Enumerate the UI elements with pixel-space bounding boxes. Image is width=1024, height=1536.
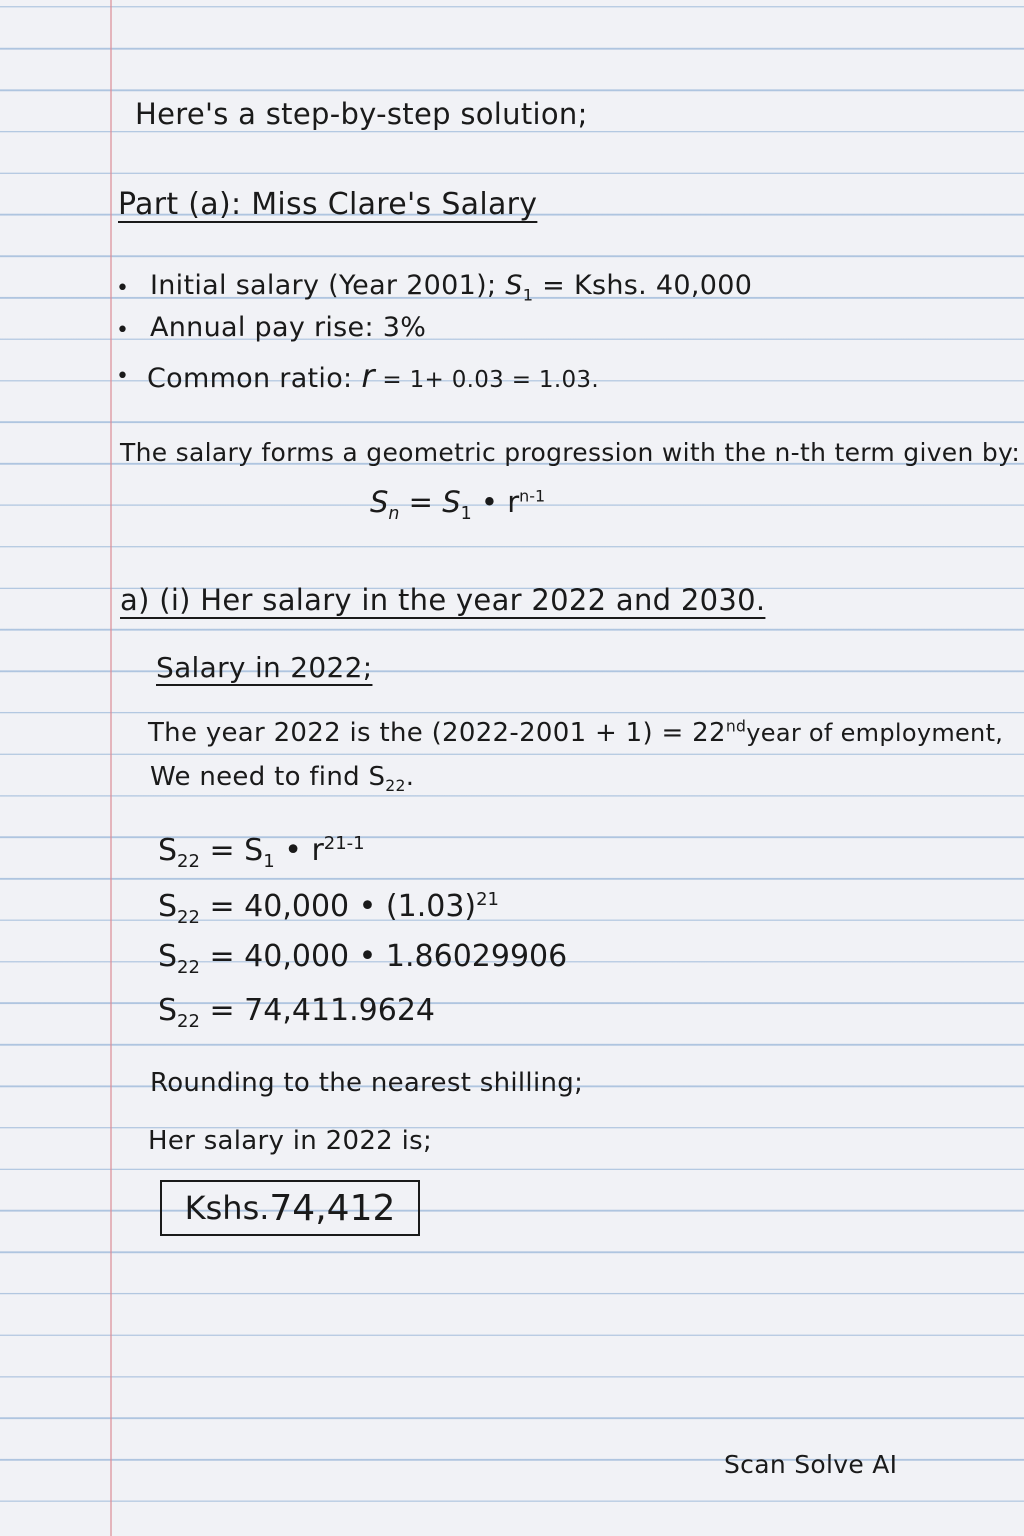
step-1: $S_{22} = S_1$ • $r^{21-1}$ — [158, 833, 365, 872]
intro-text: Here's a step-by-step solution; — [135, 97, 588, 131]
bullet-dot: • — [116, 276, 129, 301]
answer-box — [160, 1180, 420, 1236]
find-sentence: We need to find $S_{22}$. — [150, 762, 415, 796]
bullet-pay-rise: Annual pay rise: 3% — [150, 312, 427, 343]
answer-value: 74,412 — [269, 1187, 396, 1229]
rounding-text: Rounding to the nearest shilling; — [150, 1068, 584, 1098]
gp-sentence: The salary forms a geometric progression with the n-th term given by: — [120, 438, 1021, 467]
bullet-initial-salary: Initial salary (Year 2001); $S_1$ = Kshs. 40,000 — [150, 270, 753, 305]
step-2: $S_{22} = 40,000$ • $(1.03)^{21}$ — [158, 889, 500, 928]
part-a-heading: Part (a): Miss Clare's Salary — [118, 187, 538, 222]
margin-line — [110, 0, 112, 1536]
salary-2022-label: Her salary in 2022 is; — [148, 1126, 433, 1156]
question-heading: a) (i) Her salary in the year 2022 and 2030. — [120, 583, 766, 617]
bullet-dot: • — [116, 318, 129, 343]
footer-brand: Scan Solve AI — [724, 1450, 898, 1479]
step-3: $S_{22} = 40,000$ • 1.86029906 — [158, 939, 568, 978]
bullet-dot: • — [116, 364, 129, 389]
gp-formula: $S_n = S_1$ • $r^{n-1}$ — [370, 485, 546, 524]
salary-2022-heading: Salary in 2022; — [156, 651, 373, 684]
step-4: $S_{22} = 74,411.9624$ — [158, 993, 436, 1032]
bullet-common-ratio: Common ratio: r = 1+ 0.03 = 1.03. — [147, 357, 599, 395]
year-sentence: The year 2022 is the (2022-2001 + 1) = 22ndyear of employment, — [148, 717, 1004, 748]
answer-prefix: Kshs. — [184, 1189, 270, 1227]
